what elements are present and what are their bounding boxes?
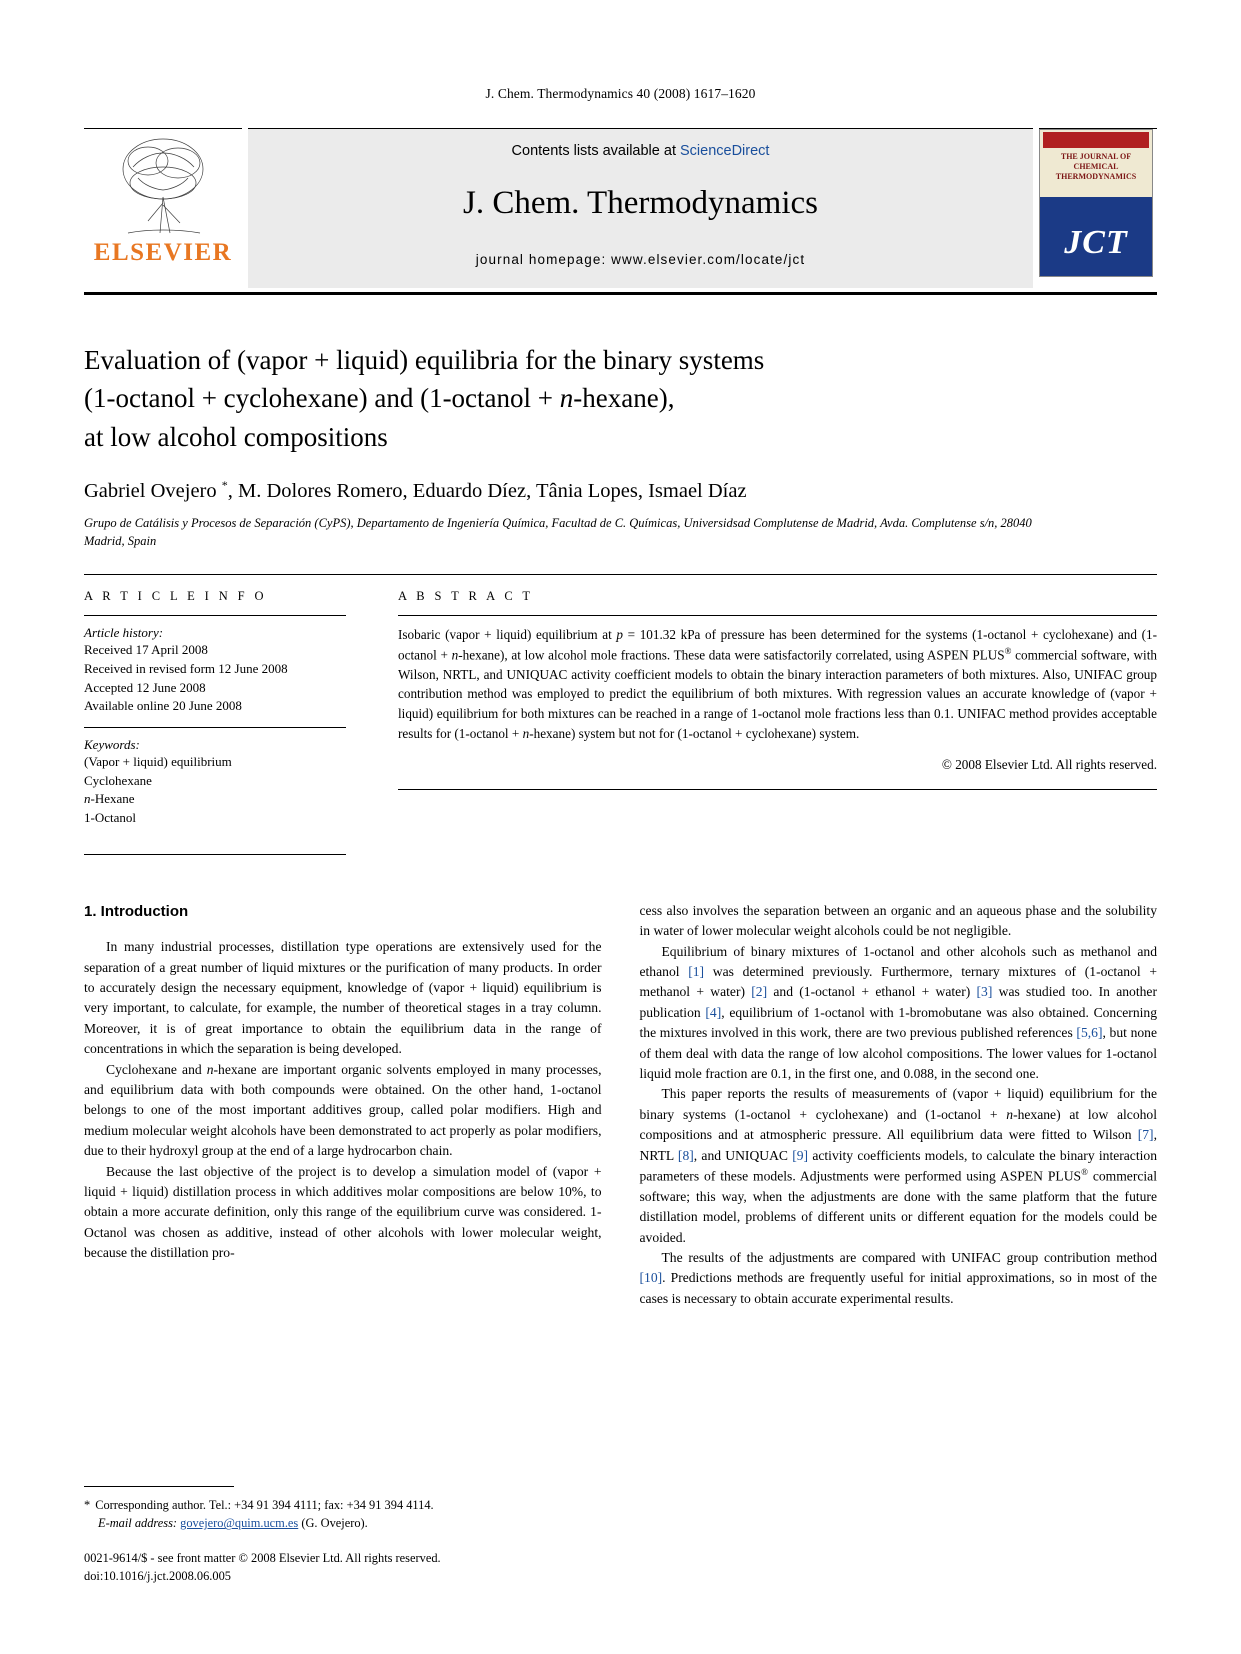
footnote-marker: * [84, 1497, 91, 1512]
history-accepted: Accepted 12 June 2008 [84, 679, 206, 695]
citation-link[interactable]: [2] [751, 984, 768, 1000]
doi-line: doi:10.1016/j.jct.2008.06.005 [84, 1569, 231, 1584]
cover-jct-mark: JCT [1064, 224, 1128, 261]
divider [398, 789, 1157, 790]
divider [84, 854, 346, 855]
keywords-label: Keywords: [84, 736, 140, 752]
corresponding-author-note [84, 1496, 602, 1515]
journal-homepage[interactable]: journal homepage: www.elsevier.com/locate/jct [475, 252, 806, 267]
author-list: Gabriel Ovejero *, M. Dolores Romero, Eduardo Díez, Tânia Lopes, Ismael Díaz [84, 477, 747, 502]
footnote-divider [84, 1486, 234, 1487]
citation-link[interactable]: [4] [705, 1004, 722, 1020]
contents-prefix: Contents lists available at [511, 143, 680, 159]
keyword-item: (Vapor + liquid) equilibrium [84, 753, 232, 769]
title-line-3: at low alcohol compositions [84, 421, 388, 452]
issn-line: 0021-9614/$ - see front matter © 2008 Elsevier Ltd. All rights reserved. [84, 1551, 441, 1566]
divider [84, 727, 346, 728]
divider [84, 615, 346, 616]
abstract-copyright: © 2008 Elsevier Ltd. All rights reserved. [941, 757, 1157, 773]
journal-masthead [84, 128, 1157, 288]
keyword-item: Cyclohexane [84, 772, 152, 788]
journal-cover-image [1039, 129, 1153, 277]
citation-link[interactable]: [7] [1137, 1127, 1154, 1143]
abstract-heading: A B S T R A C T [398, 589, 534, 604]
running-head: J. Chem. Thermodynamics 40 (2008) 1617–1620 [485, 86, 756, 101]
abstract-column [372, 589, 1157, 855]
history-label: Article history: [84, 625, 164, 641]
history-received: Received 17 April 2008 [84, 642, 208, 658]
abstract-text: Isobaric (vapor + liquid) equilibrium at p = 101.32 kPa of pressure has been determined for the systems (1-octanol + cyclohexane) and (1-octanol + n-hexane), at low alcohol mole fractions. These data were satisfactorily correlated, using ASPEN PLUS® commercial software, with Wilson, NRTL, and UNIQUAC activity coefficient models to obtain the binary interaction parameters of both mixtures. Also, UNIFAC group contribution method was employed to predict the equilibrium of both mixtures. With regression values an accurate knowledge of (vapor + liquid) equilibrium for both mixtures can be reached in a range of 1-octanol mole fractions less than 0.1. UNIFAC method provides acceptable results for (1-octanol + n-hexane) system but not for (1-octanol + cyclohexane) system. [398, 627, 1158, 741]
keyword-item: n-Hexane [84, 791, 135, 807]
citation-link[interactable]: [1] [688, 963, 705, 979]
section-heading-introduction: 1. Introduction [84, 902, 189, 920]
info-abstract-row [84, 574, 1157, 855]
citation-link[interactable]: [10] [639, 1270, 663, 1286]
body-column-right [640, 901, 1158, 1309]
title-line-2: (1-octanol + cyclohexane) and (1-octanol + n-hexane), [84, 383, 675, 414]
citation-link[interactable]: [8] [677, 1147, 694, 1163]
email-suffix: (G. Ovejero). [301, 1516, 368, 1531]
title-block [84, 341, 1157, 550]
body-column-left [84, 901, 602, 1309]
corresponding-author-text: Corresponding author. Tel.: +34 91 394 4111; fax: +34 91 394 4114. [95, 1497, 434, 1512]
paragraph: Cyclohexane and n-hexane are important organic solvents employed in many processes, and equilibrium data with both compounds were obtained. On the other hand, 1-octanol belongs to one of the most important additives group, called polar modifiers. High and medium molecular weight alcohols have been demonstrated to act properly as polar modifiers, due to their hydroxyl group at the end of a large hydrocarbon chain. [84, 1061, 602, 1159]
history-available: Available online 20 June 2008 [84, 698, 242, 714]
issn-block [84, 1550, 602, 1586]
citation-link[interactable]: [5,6] [1076, 1025, 1103, 1041]
title-line-1: Evaluation of (vapor + liquid) equilibria for the binary systems [84, 345, 765, 375]
sciencedirect-link[interactable]: ScienceDirect [680, 143, 770, 159]
page-title [84, 341, 1157, 456]
citation-link[interactable]: [3] [976, 984, 993, 1000]
cover-top-bar [1043, 132, 1149, 148]
email-link[interactable]: govejero@quim.ucm.es [180, 1516, 299, 1531]
paragraph: The results of the adjustments are compared with UNIFAC group contribution method [10]. Predictions methods are frequently useful for initial approximations, so in most of the cases is necessary to obtain accurate experimental results. [639, 1249, 1157, 1306]
masthead-bottom-rule [84, 292, 1157, 295]
elsevier-tree-icon [108, 133, 218, 237]
journal-title: J. Chem. Thermodynamics [462, 185, 818, 221]
history-revised: Received in revised form 12 June 2008 [84, 660, 288, 676]
paragraph: This paper reports the results of measurements of (vapor + liquid) equilibrium for the binary systems (1-octanol + cyclohexane) and (1-octanol + n-hexane) at low alcohol compositions and at atmospheric pressure. All equilibrium data were fitted to Wilson [7], NRTL [8], and UNIQUAC [9] activity coefficients models, to calculate the binary interaction parameters of these models. Adjustments were performed using ASPEN PLUS® commercial software; this way, when the adjustments are done with the same platform that the future distillation model, problems of different units or different equation for the models could be avoided. [639, 1086, 1158, 1245]
body-columns [84, 901, 1157, 1309]
masthead-center [248, 128, 1033, 288]
divider [398, 615, 1157, 616]
keyword-item: 1-Octanol [84, 810, 136, 826]
cover-title: THE JOURNAL OF CHEMICAL THERMODYNAMICS [1055, 152, 1137, 181]
footnote-area [84, 1486, 602, 1586]
paragraph: Equilibrium of binary mixtures of 1-octanol and other alcohols such as methanol and ethanol [1] was determined previously. Furthermore, ternary mixtures of (1-octanol + methanol + water) [2] and (1-octanol + ethanol + water) [3] was studied too. In another publication [4], equilibrium of 1-octanol with 1-bromobutane was also obtained. Concerning the mixtures involved in this work, there are two previous published references [5,6], but none of them deal with data the range of low alcohol compositions. The lower values for 1-octanol liquid mole fraction are 0.1, in the first one, and 0.088, in the second one. [639, 943, 1157, 1081]
email-note [84, 1514, 602, 1533]
article-info-column [84, 589, 372, 855]
article-info-heading: A R T I C L E I N F O [84, 589, 267, 604]
contents-available-line [248, 143, 1033, 159]
affiliation: Grupo de Catálisis y Procesos de Separación (CyPS), Departamento de Ingeniería Química, Facultad de C. Químicas, Universidsad Complutense de Madrid, Avda. Complutense s/n, 28040 Madrid, Spain [84, 515, 1032, 548]
email-label: E-mail address: [98, 1516, 178, 1531]
cover-block [1039, 128, 1157, 288]
citation-link[interactable]: [9] [792, 1147, 809, 1163]
paragraph: Because the last objective of the project is to develop a simulation model of (vapor + liquid + liquid) distillation process in which additives molar compositions are below 10%, to obtain a more accurate definition, only this range of the equilibrium curve was considered. 1-Octanol was chosen as additive, instead of other alcohols with lower molecular weight, because the distillation pro- [84, 1163, 602, 1261]
paragraph: In many industrial processes, distillation type operations are extensively used for the separation of a great number of liquid mixtures or the purification of many products. In order to accurately design the necessary equipment, knowledge of (vapor + liquid) equilibrium is very important, to calculate, for example, the number of theoretical stages in a tray column. Moreover, it is of great importance to obtain the equilibrium data in the range of concentrations in which the separation is being developed. [84, 939, 602, 1057]
elsevier-wordmark: ELSEVIER [93, 239, 233, 266]
paragraph: cess also involves the separation between an organic and an aqueous phase and the solubility in water of lower molecular weight alcohols could be not negligible. [639, 902, 1157, 939]
publisher-block [84, 128, 242, 288]
